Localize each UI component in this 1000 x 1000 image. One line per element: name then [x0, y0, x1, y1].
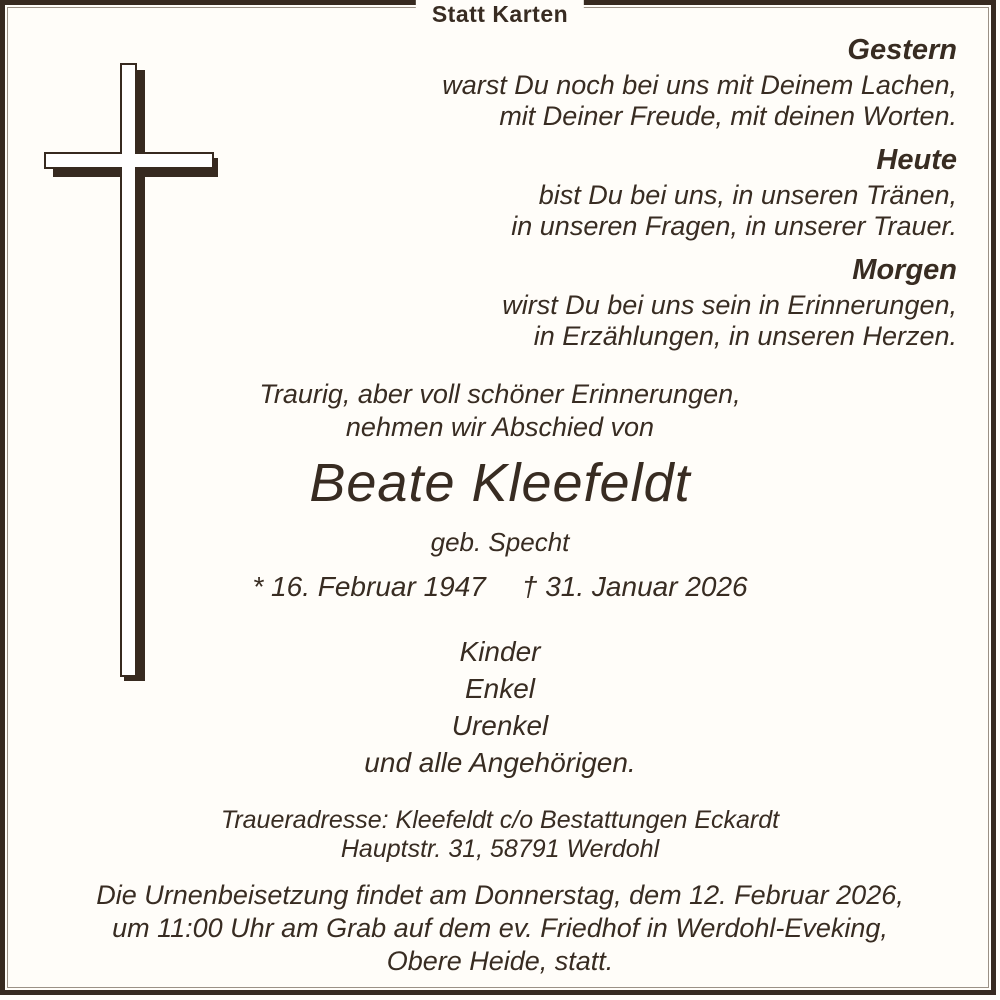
death-date: † 31. Januar 2026	[521, 571, 748, 602]
verse-heading: Gestern	[847, 34, 957, 66]
verse-block	[442, 34, 957, 364]
mourner-line: Kinder	[459, 636, 541, 667]
mourner-line: Enkel	[464, 673, 536, 704]
intro-line: nehmen wir Abschied von	[345, 412, 655, 442]
verse-line: in unseren Fragen, in unserer Trauer.	[511, 211, 957, 241]
funeral-address	[0, 806, 1000, 864]
verse-heading: Morgen	[852, 254, 957, 286]
funeral-info	[0, 879, 1000, 978]
verse-line: mit Deiner Freude, mit deinen Worten.	[499, 101, 957, 131]
statt-karten-label: Statt Karten	[416, 0, 584, 28]
life-dates	[0, 571, 1000, 603]
funeral-line: um 11:00 Uhr am Grab auf dem ev. Friedhof in Werdohl-Eveking,	[112, 913, 888, 943]
verse-section-morgen	[442, 254, 957, 352]
mourner-line: und alle Angehörigen.	[364, 747, 636, 778]
birth-date: * 16. Februar 1947	[252, 571, 486, 602]
verse-section-heute	[442, 144, 957, 242]
intro-text	[0, 378, 1000, 444]
mourner-line: Urenkel	[451, 710, 549, 741]
verse-line: bist Du bei uns, in unseren Tränen,	[538, 180, 957, 210]
verse-section-gestern	[442, 34, 957, 132]
maiden-name: geb. Specht	[430, 527, 570, 557]
deceased-name: Beate Kleefeldt	[309, 453, 691, 513]
verse-heading: Heute	[876, 144, 957, 176]
mourners-list	[0, 633, 1000, 781]
funeral-line: Die Urnenbeisetzung findet am Donnerstag, dem 12. Februar 2026,	[96, 880, 904, 910]
verse-line: warst Du noch bei uns mit Deinem Lachen,	[442, 70, 957, 100]
address-line: Traueradresse: Kleefeldt c/o Bestattungen Eckardt	[220, 806, 780, 834]
verse-line: wirst Du bei uns sein in Erinnerungen,	[502, 290, 957, 320]
funeral-line: Obere Heide, statt.	[386, 946, 614, 976]
address-line: Hauptstr. 31, 58791 Werdohl	[340, 835, 660, 863]
verse-line: in Erzählungen, in unseren Herzen.	[533, 321, 957, 351]
intro-line: Traurig, aber voll schöner Erinnerungen,	[259, 379, 741, 409]
